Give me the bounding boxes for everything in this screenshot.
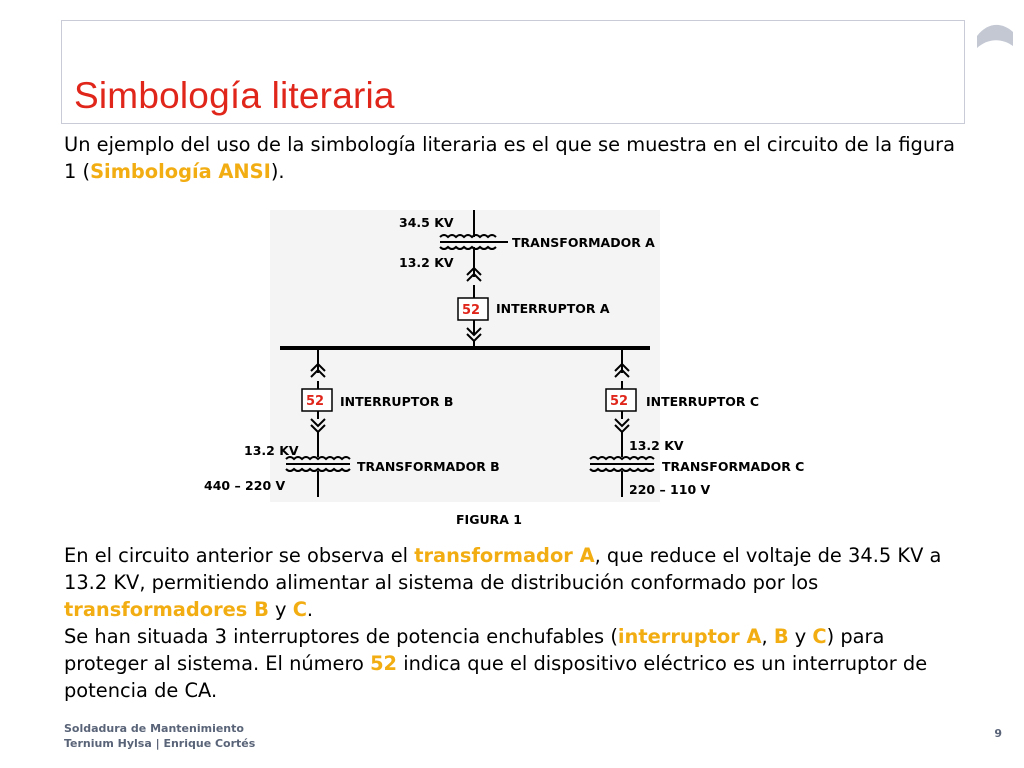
figure-caption: FIGURA 1 <box>456 512 522 527</box>
label-interruptor-a: INTERRUPTOR A <box>496 301 610 316</box>
body-highlight-5: B <box>773 625 789 648</box>
body-highlight-1: transformador A <box>414 544 595 567</box>
footer-course: Soldadura de Mantenimiento <box>64 722 244 735</box>
footer <box>64 721 255 751</box>
circuit-diagram <box>196 205 805 535</box>
body-highlight-2: transformadores B <box>64 598 269 621</box>
label-220v: 220 – 110 V <box>629 482 711 497</box>
body-text-7: y <box>788 625 813 648</box>
body-text-5: Se han situada 3 interruptores de potencia enchufables ( <box>64 625 618 648</box>
intro-paragraph <box>64 131 964 185</box>
page-number: 9 <box>994 727 1002 740</box>
breaker-code-c: 52 <box>610 394 629 409</box>
label-interruptor-b: INTERRUPTOR B <box>340 394 454 409</box>
logo-icon <box>974 18 1016 62</box>
body-text-1: En el circuito anterior se observa el <box>64 544 415 567</box>
body-text-3: y <box>268 598 293 621</box>
body-text-4: . <box>306 598 314 621</box>
label-transformer-b: TRANSFORMADOR B <box>357 459 500 474</box>
body-text-8: ) para proteger al sistema. El número <box>64 625 885 675</box>
label-132kv-c: 13.2 KV <box>629 438 684 453</box>
label-transformer-c: TRANSFORMADOR C <box>662 459 805 474</box>
label-132kv-b: 13.2 KV <box>244 443 299 458</box>
body-highlight-7: 52 <box>370 652 398 675</box>
body-text-2: , que reduce el voltaje de 34.5 KV a 13.2 KV, permitiendo alimentar al sistema de distribución conformado por los <box>64 544 942 594</box>
label-345kv: 34.5 KV <box>399 215 454 230</box>
label-transformer-a: TRANSFORMADOR A <box>512 235 655 250</box>
body-highlight-3: C <box>292 598 307 621</box>
label-132kv-a: 13.2 KV <box>399 255 454 270</box>
label-interruptor-c: INTERRUPTOR C <box>646 394 760 409</box>
body-paragraph <box>64 542 964 704</box>
body-highlight-4: interruptor A <box>617 625 762 648</box>
intro-text-2: ). <box>270 160 285 183</box>
footer-author: Ternium Hylsa | Enrique Cortés <box>64 737 256 750</box>
body-text-9: indica que el dispositivo eléctrico es un interruptor de potencia de CA. <box>64 652 928 702</box>
body-highlight-6: C <box>812 625 827 648</box>
body-text-6: , <box>761 625 774 648</box>
slide-title: Simbología literaria <box>74 75 395 116</box>
breaker-code-b: 52 <box>306 394 325 409</box>
breaker-code-a: 52 <box>462 303 481 318</box>
intro-highlight: Simbología ANSI <box>90 160 271 183</box>
intro-text-1: Un ejemplo del uso de la simbología literaria es el que se muestra en el circuito de la figura 1 ( <box>64 133 955 183</box>
title-box <box>61 20 965 124</box>
label-440v: 440 – 220 V <box>204 478 286 493</box>
